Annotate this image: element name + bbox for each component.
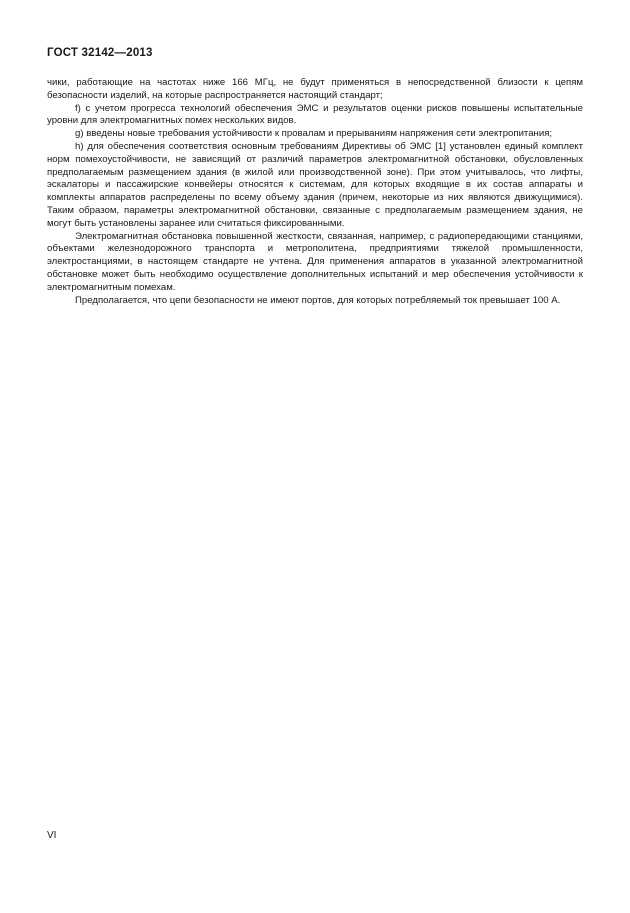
body-text xyxy=(47,77,583,307)
paragraph: Электромагнитная обстановка повышенной жесткости, связанная, например, с радиопередающими станциями, объектами железнодорожного транспорта и метрополитена, предприятиями тяжелой промышленности, электростанциями, в настоящем стандарте не учтена. Для применения аппаратов в указанной электромагнитной обстановке может быть необходимо осуществление дополнительных испытаний и мер обеспечения устойчивости к электромагнитным помехам. xyxy=(47,230,583,293)
paragraph: h) для обеспечения соответствия основным требованиям Директивы об ЭМС [1] установлен единый комплект норм помехоустойчивости, не зависящий от различий параметров электромагнитной обстановки, обусловленных предполагаемым размещением здания (в жилой или производственной зоне). При этом учитывалось, что лифты, эскалаторы и пассажирские конвейеры относятся к системам, для которых входящие в их состав аппараты и комплекты аппаратов распределены по всему объему здания (причем, некоторые из них являются движущимися). Таким образом, параметры электромагнитной обстановки, связанные с предполагаемым размещением здания, не могут быть установлены заранее или считаться фиксированными. xyxy=(47,140,583,229)
page-number: VI xyxy=(47,830,57,841)
paragraph: чики, работающие на частотах ниже 166 МГц, не будут применяться в непосредственной близости к цепям безопасности изделий, на которые распространяется настоящий стандарт; xyxy=(47,77,583,101)
document-header: ГОСТ 32142—2013 xyxy=(47,47,153,59)
paragraph: g) введены новые требования устойчивости к провалам и прерываниям напряжения сети электропитания; xyxy=(75,128,553,140)
paragraph: f) с учетом прогресса технологий обеспечения ЭМС и результатов оценки рисков повышены испытательные уровни для электромагнитных помех нескольких видов. xyxy=(47,102,583,127)
paragraph: Предполагается, что цепи безопасности не имеют портов, для которых потребляемый ток превышает 100 А. xyxy=(75,294,561,306)
